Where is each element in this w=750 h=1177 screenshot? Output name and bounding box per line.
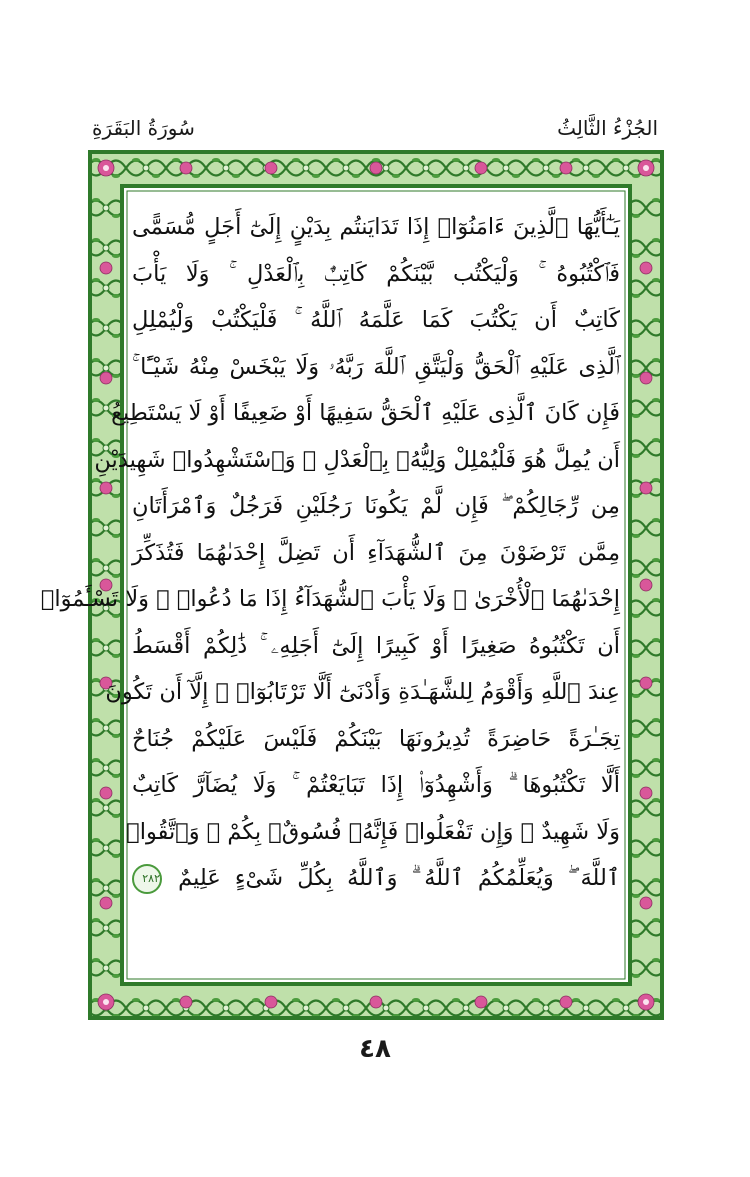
text-line-4: ٱلَّذِى عَلَيْهِ ٱلْحَقُّ وَلْيَتَّقِ ٱللَّهَ رَبَّهُۥ وَلَا يَبْخَسْ مِنْهُ شَيْـًٔا ۚ bbox=[132, 353, 620, 380]
juz-title: الجُزْءُ الثَّالِثُ bbox=[557, 116, 658, 140]
text-line-13: أَلَّا تَكْتُبُوهَا ۗ وَأَشْهِدُوٓا۟ إِذَا تَبَايَعْتُمْ ۚ وَلَا يُضَآرَّ كَاتِبٌ bbox=[132, 772, 620, 798]
text-line-3: كَاتِبٌ أَن يَكْتُبَ كَمَا عَلَّمَهُ ٱللَّهُ ۚ فَلْيَكْتُبْ وَلْيُمْلِلِ bbox=[132, 307, 620, 333]
text-line-14: وَلَا شَهِيدٌ ۚ وَإِن تَفْعَلُوا۟ فَإِنَّهُۥ فُسُوقٌۢ بِكُمْ ۗ وَٱتَّقُوا۟ bbox=[126, 818, 620, 845]
text-line-8: مِمَّن تَرْضَوْنَ مِنَ ٱلشُّهَدَآءِ أَن تَضِلَّ إِحْدَىٰهُمَا فَتُذَكِّرَ bbox=[132, 539, 620, 566]
quran-text-area bbox=[40, 188, 628, 982]
text-line-1: يَـٰٓأَيُّهَا ٱلَّذِينَ ءَامَنُوٓا۟ إِذَا تَدَايَنتُم بِدَيْنٍ إِلَىٰٓ أَجَلٍ مُّسَمًّى bbox=[132, 214, 620, 240]
ayah-number-marker: ٢٨٢ bbox=[132, 864, 162, 894]
text-line-7: مِن رِّجَالِكُمْ ۖ فَإِن لَّمْ يَكُونَا رَجُلَيْنِ فَرَجُلٌ وَٱمْرَأَتَانِ bbox=[132, 493, 620, 519]
text-line-6: أَن يُمِلَّ هُوَ فَلْيُمْلِلْ وَلِيُّهُۥ بِٱلْعَدْلِ ۚ وَٱسْتَشْهِدُوا۟ شَهِيدَيْنِ bbox=[94, 446, 620, 473]
text-line-9: إِحْدَىٰهُمَا ٱلْأُخْرَىٰ ۚ وَلَا يَأْبَ ٱلشُّهَدَآءُ إِذَا مَا دُعُوا۟ ۚ وَلَا تَسْـَٔمُوٓا۟ bbox=[40, 586, 620, 612]
ornamental-frame bbox=[40, 148, 666, 1022]
text-line-11: عِندَ ٱللَّهِ وَأَقْوَمُ لِلشَّهَـٰدَةِ وَأَدْنَىٰٓ أَلَّا تَرْتَابُوٓا۟ ۖ إِلَّآ أَن تَكُونَ bbox=[105, 679, 620, 705]
text-line-12: تِجَـٰرَةً حَاضِرَةً تُدِيرُونَهَا بَيْنَكُمْ فَلَيْسَ عَلَيْكُمْ جُنَاحٌ bbox=[132, 725, 620, 752]
surah-title: سُورَةُ البَقَرَةِ bbox=[92, 116, 195, 140]
text-line-15 bbox=[132, 855, 620, 902]
page-number: ٤٨ bbox=[359, 1034, 391, 1064]
text-line-15-content: ٱللَّهَ ۖ وَيُعَلِّمُكُمُ ٱللَّهُ ۗ وَٱللَّهُ بِكُلِّ شَىْءٍ عَلِيمٌ bbox=[178, 865, 621, 891]
text-line-10: أَن تَكْتُبُوهُ صَغِيرًا أَوْ كَبِيرًا إِلَىٰٓ أَجَلِهِۦ ۚ ذَٰلِكُمْ أَقْسَطُ bbox=[132, 632, 620, 659]
text-line-2: فَٱكْتُبُوهُ ۚ وَلْيَكْتُب بَّيْنَكُمْ كَاتِبٌۢ بِٱلْعَدْلِ ۚ وَلَا يَأْبَ bbox=[132, 260, 620, 287]
page-header bbox=[92, 112, 658, 144]
text-line-5: فَإِن كَانَ ٱلَّذِى عَلَيْهِ ٱلْحَقُّ سَفِيهًا أَوْ ضَعِيفًا أَوْ لَا يَسْتَطِيعُ bbox=[111, 400, 620, 426]
